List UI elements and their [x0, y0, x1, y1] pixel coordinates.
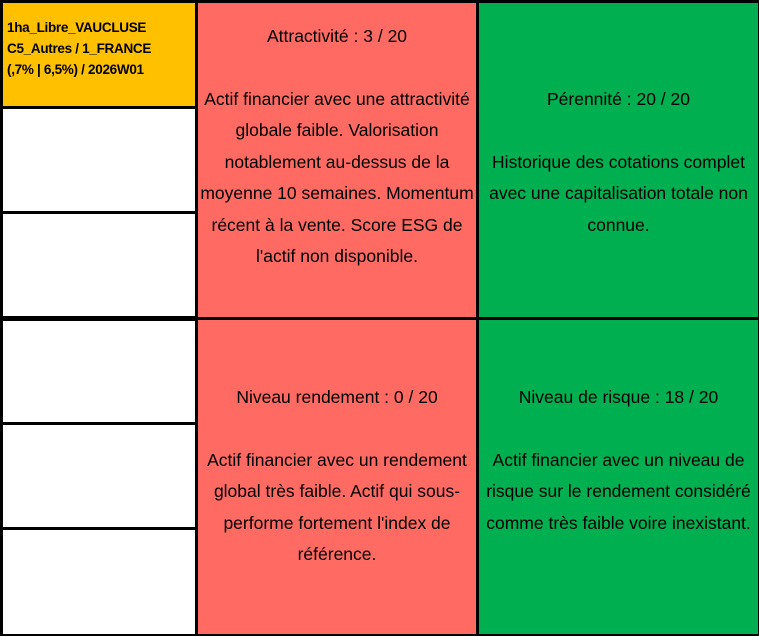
attractivity-score: Attractivité : 3 / 20	[266, 26, 408, 46]
attractivity-description: Actif financier avec une attractivité globale faible. Valorisation notablement au-dessus de la moyenne 10 semaines. Momentum récent à la vente. Score ESG de l'actif non disponible.	[200, 88, 474, 266]
empty-cell	[2, 108, 196, 212]
yield-score: Niveau rendement : 0 / 20	[236, 387, 438, 407]
risk-cell	[478, 319, 759, 635]
yield-cell	[197, 319, 477, 635]
asset-category: C5_Autres / 1_FRANCE	[7, 41, 152, 56]
empty-cell	[2, 320, 196, 423]
empty-cell	[2, 424, 196, 528]
asset-name: 1ha_Libre_VAUCLUSE	[7, 20, 147, 35]
attractivity-cell	[197, 2, 477, 318]
risk-score: Niveau de risque : 18 / 20	[518, 387, 719, 407]
yield-description: Actif financier avec un rendement global très faible. Actif qui sous-performe fortement l'index de référence.	[207, 449, 467, 564]
risk-description: Actif financier avec un niveau de risque sur le rendement considéré comme très faible voire inexistant.	[486, 449, 751, 533]
durability-cell	[478, 2, 759, 318]
durability-score: Pérennité : 20 / 20	[546, 89, 691, 109]
empty-cell	[2, 529, 196, 635]
asset-header-cell	[2, 2, 196, 107]
durability-description: Historique des cotations complet avec une capitalisation totale non connue.	[489, 151, 748, 235]
empty-cell	[2, 213, 196, 317]
asset-period: (,7% | 6,5%) / 2026W01	[7, 62, 144, 77]
